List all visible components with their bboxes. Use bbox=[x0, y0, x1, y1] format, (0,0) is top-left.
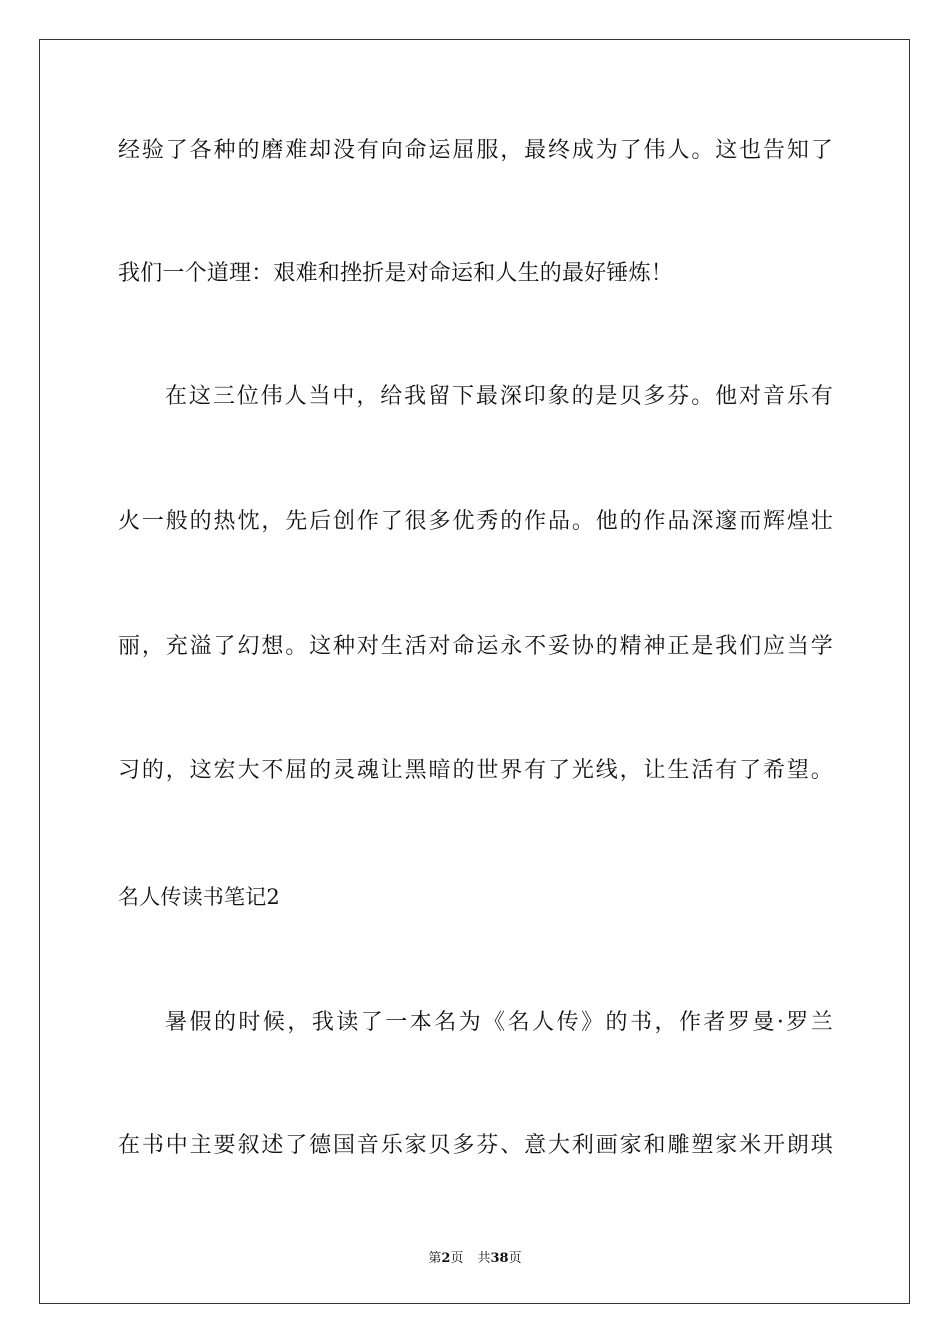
text-line: 暑假的时候，我读了一本名为《名人传》的书，作者罗曼·罗兰 bbox=[165, 1010, 833, 1035]
text-line: 丽，充溢了幻想。这种对生活对命运永不妥协的精神正是我们应当学 bbox=[118, 634, 833, 659]
total-pages: 38 bbox=[490, 1251, 509, 1266]
text-line: 在书中主要叙述了德国音乐家贝多芬、意大利画家和雕塑家米开朗琪 bbox=[118, 1133, 833, 1158]
total-suffix: 页 bbox=[508, 1251, 522, 1266]
page-number: 2 bbox=[441, 1251, 451, 1266]
page-suffix: 页 bbox=[450, 1251, 464, 1266]
text-line: 火一般的热忱，先后创作了很多优秀的作品。他的作品深邃而辉煌壮 bbox=[118, 509, 833, 534]
page-border bbox=[39, 39, 910, 1304]
page-footer bbox=[0, 1247, 950, 1266]
text-line: 我们一个道理：艰难和挫折是对命运和人生的最好锤炼！ bbox=[118, 261, 674, 286]
text-line: 在这三位伟人当中，给我留下最深印象的是贝多芬。他对音乐有 bbox=[165, 384, 833, 409]
total-prefix: 共 bbox=[477, 1251, 491, 1266]
text-line: 经验了各种的磨难却没有向命运屈服，最终成为了伟人。这也告知了 bbox=[118, 138, 833, 163]
text-line: 习的，这宏大不屈的灵魂让黑暗的世界有了光线，让生活有了希望。 bbox=[118, 758, 833, 783]
section-heading: 名人传读书笔记2 bbox=[118, 885, 280, 909]
page-prefix: 第 bbox=[428, 1251, 442, 1266]
